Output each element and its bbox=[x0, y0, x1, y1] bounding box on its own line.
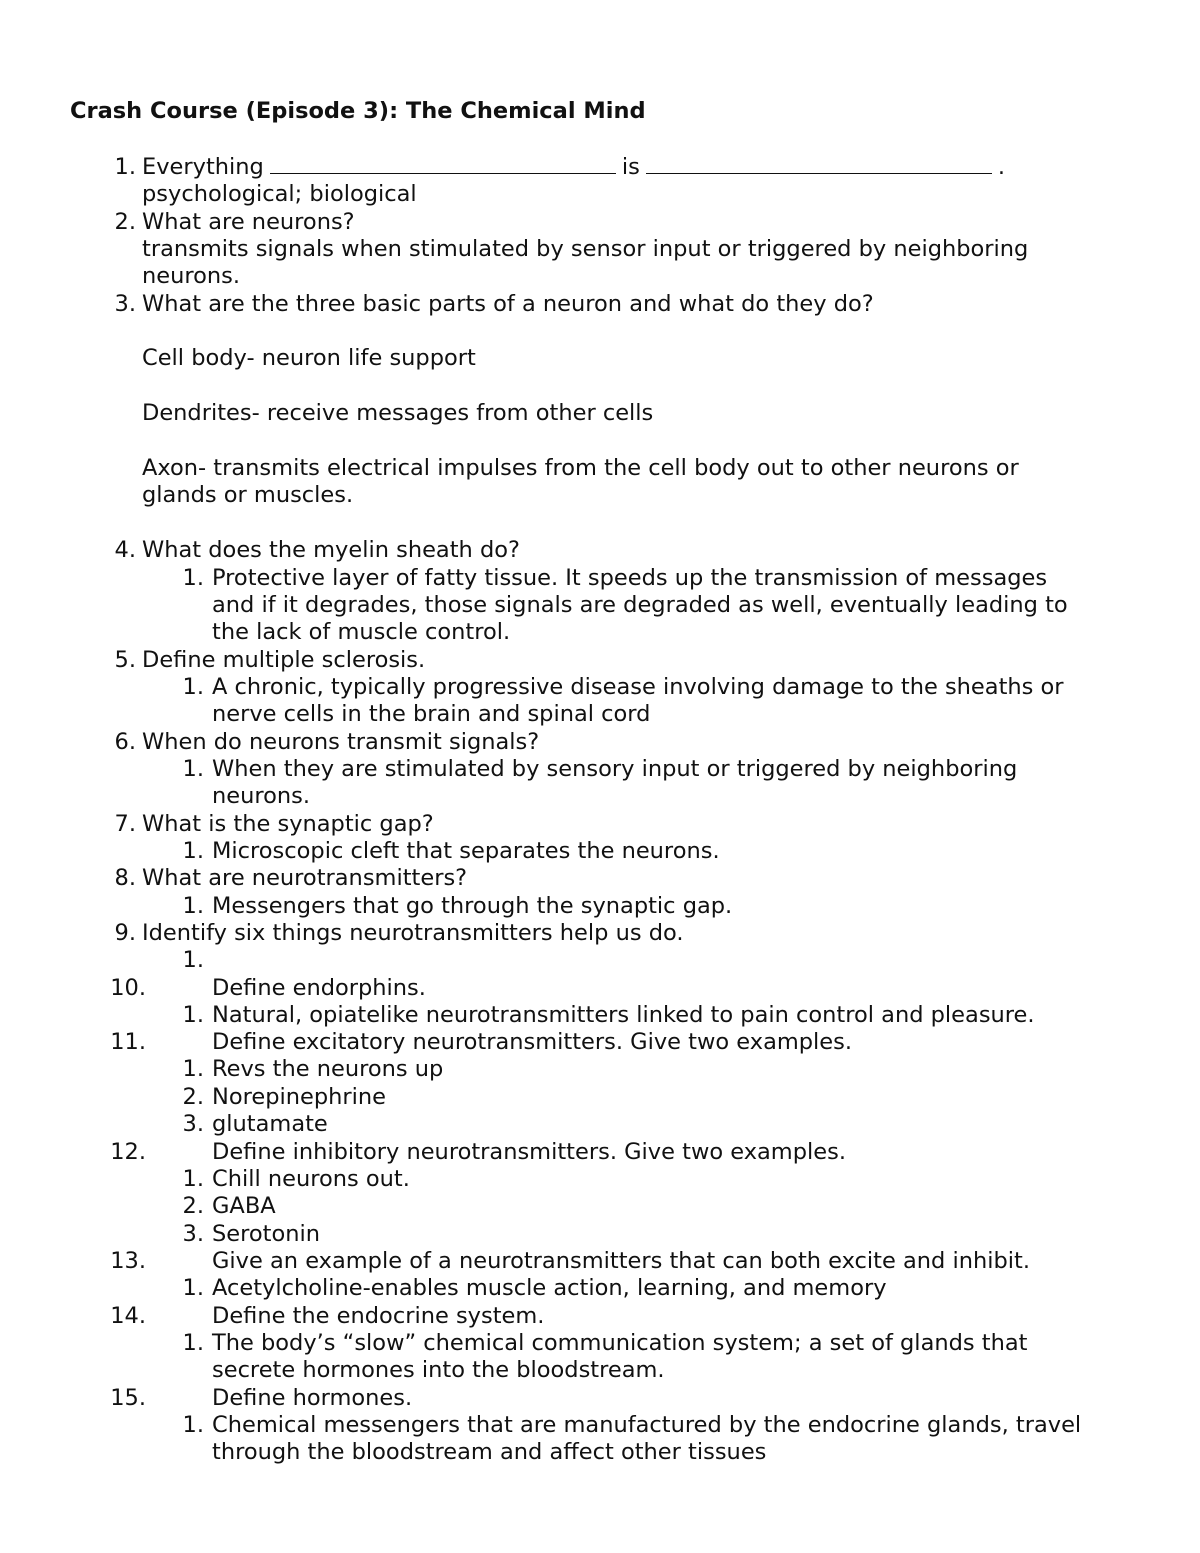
answer-text: When they are stimulated by sensory input or triggered by neighboring bbox=[212, 756, 1018, 782]
question-number: 2. bbox=[114, 209, 136, 235]
question-suffix: . bbox=[997, 154, 1005, 180]
fill-in-blank bbox=[270, 155, 616, 174]
answer-number: 1. bbox=[182, 1330, 204, 1356]
answer-text: neurons. bbox=[212, 783, 311, 809]
question-text: Define inhibitory neurotransmitters. Give two examples. bbox=[212, 1139, 846, 1165]
answer-text: Cell body- neuron life support bbox=[142, 345, 476, 371]
question-text: Define hormones. bbox=[212, 1385, 413, 1411]
question-number: 15. bbox=[110, 1385, 146, 1411]
answer-text: psychological; biological bbox=[142, 181, 417, 207]
question-number: 14. bbox=[110, 1303, 146, 1329]
answer-text: GABA bbox=[212, 1193, 276, 1219]
answer-text: Acetylcholine-enables muscle action, learning, and memory bbox=[212, 1275, 887, 1301]
question-prefix: Everything bbox=[142, 154, 264, 180]
answer-text: secrete hormones into the bloodstream. bbox=[212, 1357, 665, 1383]
question-text: Give an example of a neurotransmitters that can both excite and inhibit. bbox=[212, 1248, 1030, 1274]
answer-text: Dendrites- receive messages from other cells bbox=[142, 400, 654, 426]
question-text: What does the myelin sheath do? bbox=[142, 537, 520, 563]
answer-number: 3. bbox=[182, 1221, 204, 1247]
question-number: 6. bbox=[114, 729, 136, 755]
answer-number: 1. bbox=[182, 1002, 204, 1028]
answer-number: 1. bbox=[182, 756, 204, 782]
question-number: 10. bbox=[110, 975, 146, 1001]
page-title: Crash Course (Episode 3): The Chemical Mind bbox=[70, 98, 646, 124]
answer-number: 1. bbox=[182, 947, 204, 973]
answer-text: A chronic, typically progressive disease involving damage to the sheaths or bbox=[212, 674, 1064, 700]
question-text: Define the endocrine system. bbox=[212, 1303, 545, 1329]
question-text: Define endorphins. bbox=[212, 975, 426, 1001]
question-text: What are the three basic parts of a neuron and what do they do? bbox=[142, 291, 874, 317]
answer-text: and if it degrades, those signals are degraded as well, eventually leading to bbox=[212, 592, 1068, 618]
answer-text: nerve cells in the brain and spinal cord bbox=[212, 701, 651, 727]
answer-text: Microscopic cleft that separates the neurons. bbox=[212, 838, 720, 864]
answer-text: Revs the neurons up bbox=[212, 1056, 444, 1082]
answer-number: 1. bbox=[182, 1166, 204, 1192]
answer-text: Serotonin bbox=[212, 1221, 321, 1247]
answer-text: Chill neurons out. bbox=[212, 1166, 410, 1192]
answer-text: The body’s “slow” chemical communication system; a set of glands that bbox=[212, 1330, 1028, 1356]
question-number: 5. bbox=[114, 647, 136, 673]
question-mid: is bbox=[621, 154, 640, 180]
answer-text: Norepinephrine bbox=[212, 1084, 386, 1110]
question-number: 12. bbox=[110, 1139, 146, 1165]
answer-text: Chemical messengers that are manufactured by the endocrine glands, travel bbox=[212, 1412, 1082, 1438]
answer-number: 1. bbox=[182, 1412, 204, 1438]
answer-text: neurons. bbox=[142, 263, 241, 289]
answer-number: 2. bbox=[182, 1084, 204, 1110]
answer-text: through the bloodstream and affect other tissues bbox=[212, 1439, 767, 1465]
question-number: 1. bbox=[114, 154, 136, 180]
answer-number: 1. bbox=[182, 893, 204, 919]
question-number: 7. bbox=[114, 811, 136, 837]
answer-number: 3. bbox=[182, 1111, 204, 1137]
answer-text: Natural, opiatelike neurotransmitters linked to pain control and pleasure. bbox=[212, 1002, 1035, 1028]
question-number: 11. bbox=[110, 1029, 146, 1055]
answer-text: glutamate bbox=[212, 1111, 328, 1137]
question-text: What are neurotransmitters? bbox=[142, 865, 468, 891]
question-text: Define excitatory neurotransmitters. Give two examples. bbox=[212, 1029, 853, 1055]
question-text: Identify six things neurotransmitters help us do. bbox=[142, 920, 684, 946]
answer-text: glands or muscles. bbox=[142, 482, 354, 508]
answer-text: Protective layer of fatty tissue. It speeds up the transmission of messages bbox=[212, 565, 1048, 591]
question-number: 3. bbox=[114, 291, 136, 317]
answer-number: 1. bbox=[182, 565, 204, 591]
question-text: When do neurons transmit signals? bbox=[142, 729, 540, 755]
question-number: 8. bbox=[114, 865, 136, 891]
answer-number: 2. bbox=[182, 1193, 204, 1219]
answer-text: Messengers that go through the synaptic gap. bbox=[212, 893, 733, 919]
answer-number: 1. bbox=[182, 674, 204, 700]
answer-text: transmits signals when stimulated by sensor input or triggered by neighboring bbox=[142, 236, 1029, 262]
question-text: What are neurons? bbox=[142, 209, 355, 235]
question-number: 9. bbox=[114, 920, 136, 946]
question-text bbox=[142, 154, 1005, 181]
question-number: 13. bbox=[110, 1248, 146, 1274]
question-text: Define multiple sclerosis. bbox=[142, 647, 426, 673]
answer-number: 1. bbox=[182, 1056, 204, 1082]
answer-text: Axon- transmits electrical impulses from the cell body out to other neurons or bbox=[142, 455, 1019, 481]
question-number: 4. bbox=[114, 537, 136, 563]
question-text: What is the synaptic gap? bbox=[142, 811, 434, 837]
answer-number: 1. bbox=[182, 1275, 204, 1301]
answer-number: 1. bbox=[182, 838, 204, 864]
answer-text: the lack of muscle control. bbox=[212, 619, 511, 645]
fill-in-blank bbox=[646, 155, 992, 174]
